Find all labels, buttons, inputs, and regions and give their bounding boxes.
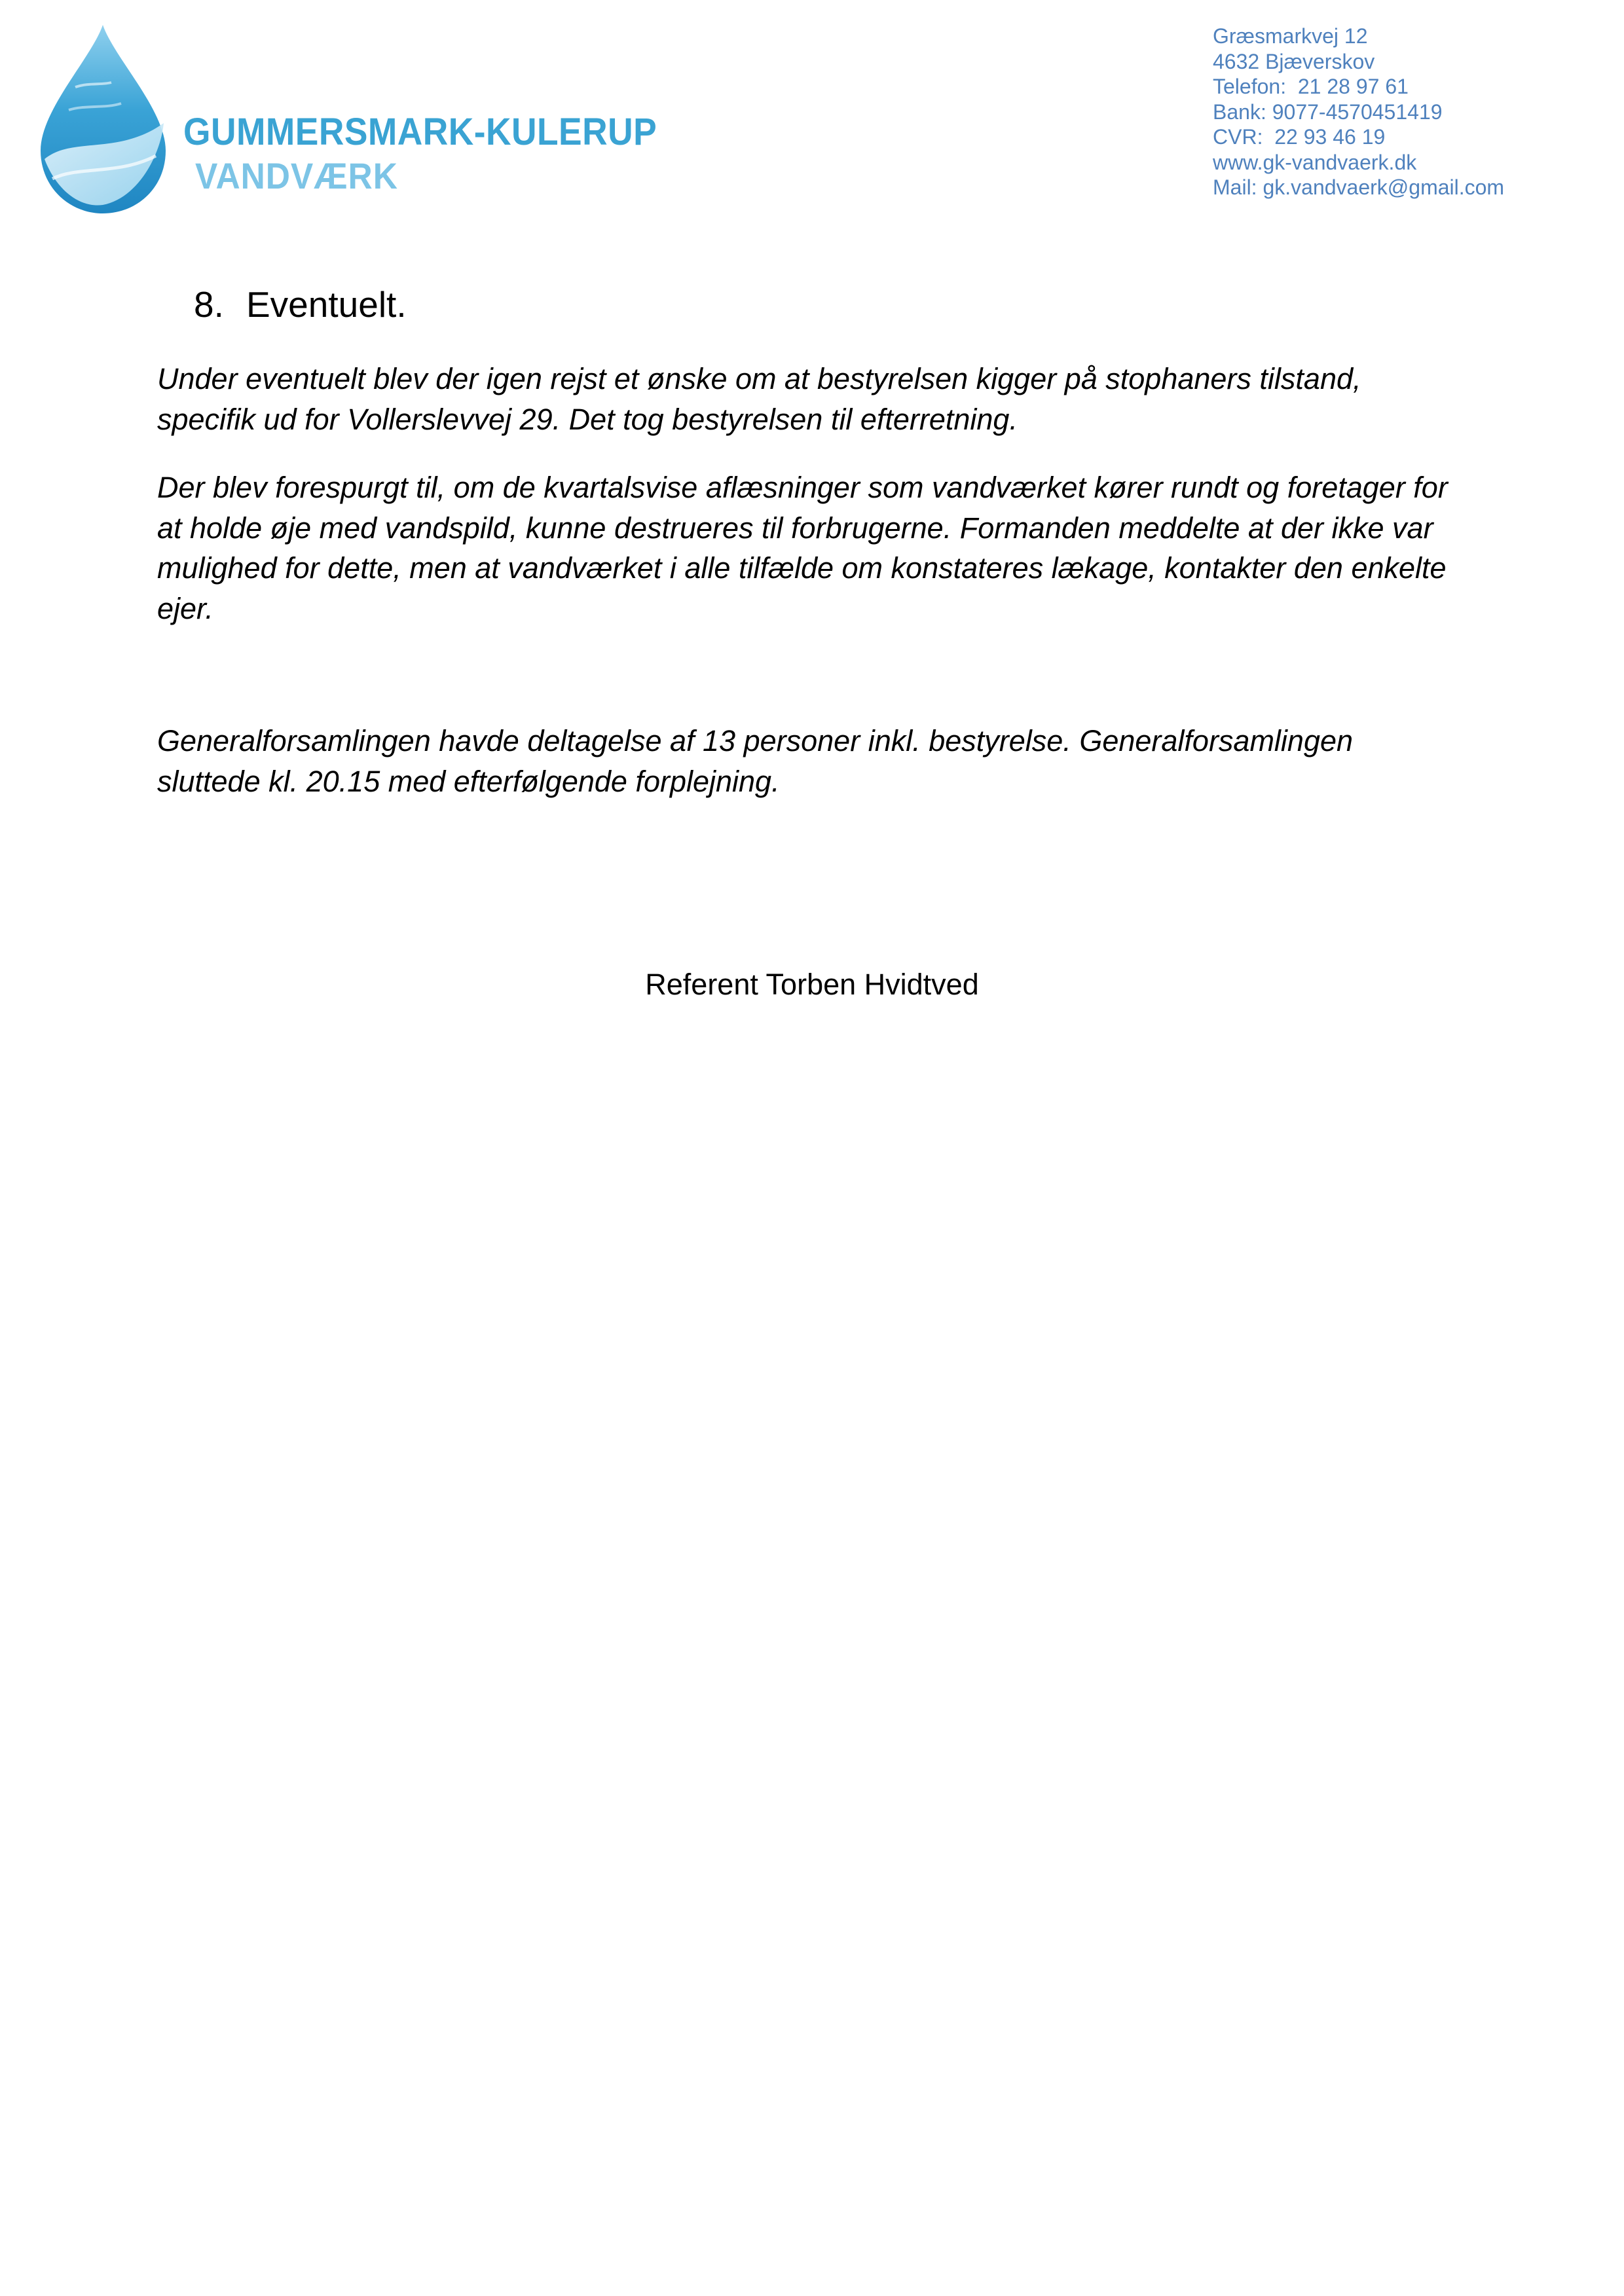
paragraph-1	[157, 359, 1500, 439]
contact-phone: Telefon: 21 28 97 61	[1213, 75, 1409, 98]
contact-email: Mail: gk.vandvaerk@gmail.com	[1213, 175, 1505, 199]
company-logo	[39, 25, 657, 215]
paragraph-line: Generalforsamlingen havde deltagelse af 13 personer inkl. bestyrelse. Generalforsamlingen	[157, 724, 1354, 757]
paragraph-line: ejer.	[157, 591, 213, 625]
paragraph-3	[157, 721, 1500, 801]
paragraph-line: mulighed for dette, men at vandværket i alle tilfælde om konstateres lækage, kontakter den enkelte	[157, 551, 1447, 585]
paragraph-line: sluttede kl. 20.15 med efterfølgende forplejning.	[157, 764, 780, 798]
paragraph-line: Under eventuelt blev der igen rejst et ønske om at bestyrelsen kigger på stophaners tilstand,	[157, 362, 1361, 395]
paragraph-line: specifik ud for Vollerslevvej 29. Det tog bestyrelsen til efterretning.	[157, 402, 1018, 436]
paragraph-line: at holde øje med vandspild, kunne destrueres til forbrugerne. Formanden meddelte at der ikke var	[157, 511, 1433, 545]
section-heading	[194, 283, 407, 326]
contact-postal: 4632 Bjæverskov	[1213, 49, 1375, 73]
logo-line1: GUMMERSMARK-KULERUP	[183, 111, 657, 153]
contact-address: Græsmarkvej 12	[1213, 24, 1368, 48]
logo-wordmark	[183, 113, 698, 194]
contact-bank: Bank: 9077-4570451419	[1213, 100, 1443, 124]
logo-line2: VANDVÆRK	[195, 155, 398, 196]
section-title: Eventuelt.	[246, 284, 407, 325]
paragraph-line: Der blev forespurgt til, om de kvartalsvise aflæsninger som vandværket kører rundt og foretager for	[157, 471, 1448, 504]
paragraph-2	[157, 467, 1500, 629]
contact-website: www.gk-vandvaerk.dk	[1213, 150, 1417, 174]
section-number: 8.	[194, 284, 224, 325]
referent-signature: Referent Torben Hvidtved	[645, 968, 979, 1001]
contact-cvr: CVR: 22 93 46 19	[1213, 125, 1386, 149]
contact-info	[1213, 24, 1504, 200]
water-drop-icon	[39, 25, 167, 215]
